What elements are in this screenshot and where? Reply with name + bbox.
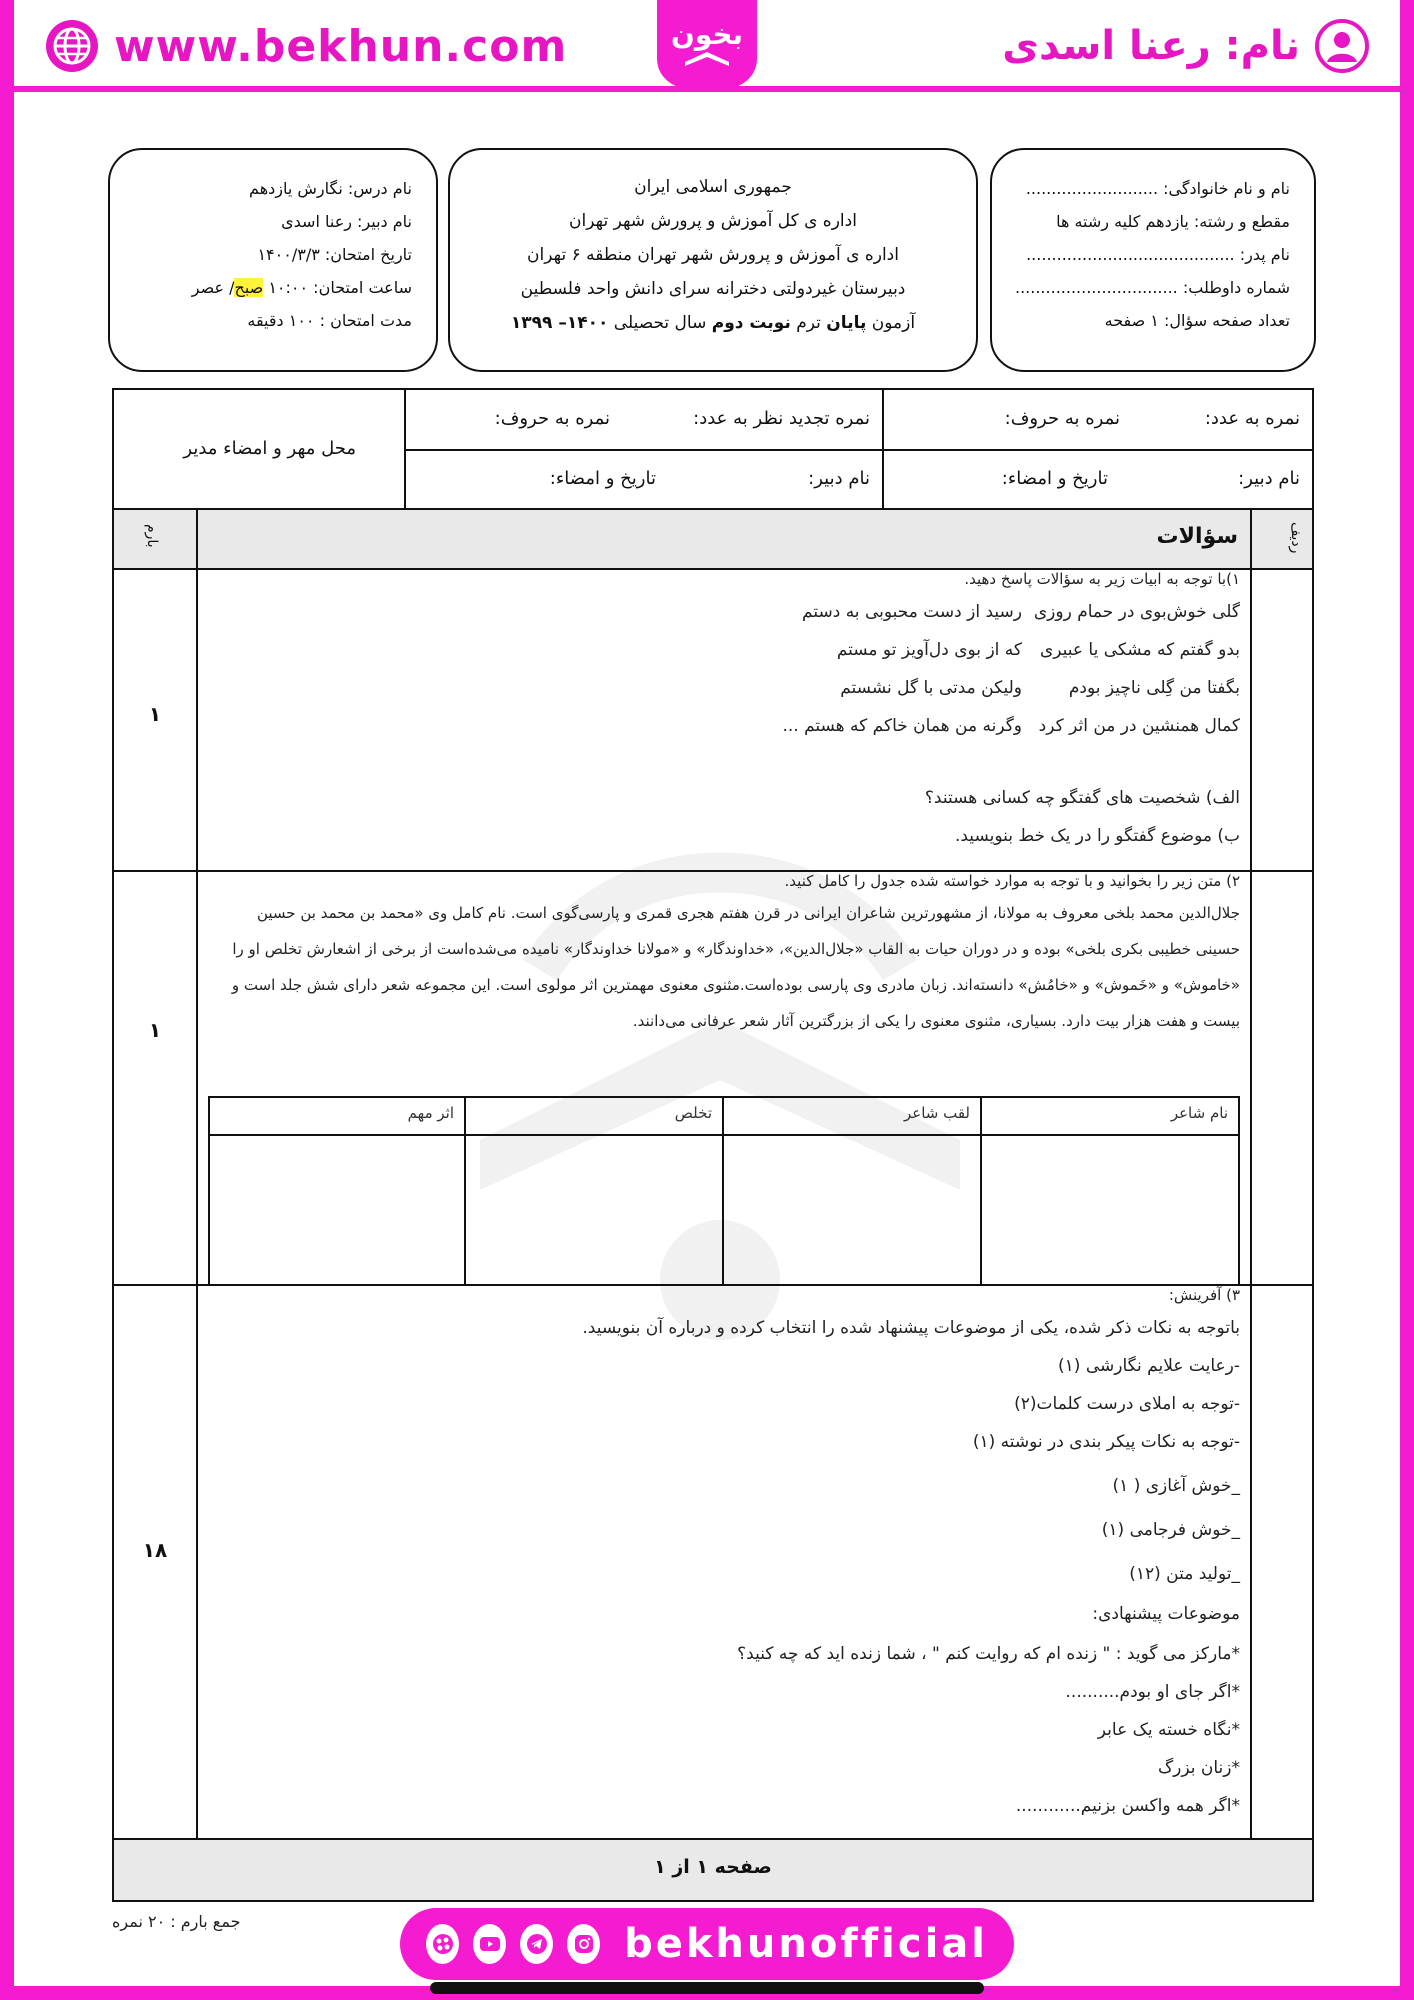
grade-table [112, 388, 1314, 510]
q1-question-a: الف) شخصیت های گفتگو چه کسانی هستند؟ [924, 788, 1240, 808]
q2-para-3: «خاموش» و «خَموش» و «خامُش» دانسته‌اند. زبان مادری وی پارسی بوده‌است.مثنوی معنوی مهمترین اثر مولوی است. این مجموعه شعر دارای شش جلد است و [231, 976, 1240, 994]
answer-col-divider [722, 1098, 724, 1284]
social-handle[interactable]: bekhunofficial [624, 1921, 988, 1967]
row-column-divider [1250, 510, 1252, 1838]
col-major-work: اثر مهم [210, 1098, 464, 1136]
date-sign-field-2[interactable]: تاریخ و امضاء: [549, 468, 656, 489]
answer-col-divider [464, 1098, 466, 1284]
exam-time-prefix: ساعت امتحان: ۱۰:۰۰ [268, 278, 412, 297]
teacher-name-field[interactable]: نام دبیر: [1238, 468, 1300, 489]
q1-question-b: ب) موضوع گفتگو را در یک خط بنویسید. [954, 826, 1240, 846]
exam-prefix: آزمون [871, 313, 916, 333]
country-title: جمهوری اسلامی ایران [634, 177, 792, 197]
revised-score-words-field[interactable]: نمره به حروف: [494, 408, 610, 429]
total-score: جمع بارم : ۲۰ نمره [112, 1912, 241, 1931]
ministry-line: اداره ی کل آموزش و پرورش شهر تهران [569, 211, 857, 231]
exam-year-label: سال تحصیلی [613, 313, 707, 333]
row-separator [114, 1284, 1312, 1286]
score-column-divider [196, 510, 198, 1838]
school-info-box [448, 148, 978, 372]
exam-title [460, 306, 966, 340]
q3-topic-3: *نگاه خسته یک عابر [1097, 1720, 1240, 1740]
school-name: دبیرستان غیردولتی دخترانه سرای دانش واحد فلسطین [520, 279, 906, 299]
course-name: نام درس: نگارش یازدهم [249, 179, 412, 198]
score-header: بارم [144, 524, 160, 548]
q3-score: ۱۸ [142, 1538, 168, 1562]
answer-col-divider [980, 1098, 982, 1284]
q3-topic-5: *اگر همه واکسن بزنیم............ [1015, 1796, 1240, 1816]
q1-verse-4b: وگرنه من همان خاکم که هستم ... [782, 716, 1022, 736]
page-count: تعداد صفحه سؤال: ۱ صفحه [1104, 311, 1290, 330]
row-number-header: ردیف [1288, 522, 1304, 554]
q3-criterion-1: -رعایت علایم نگارشی (۱) [1058, 1356, 1240, 1376]
q3-title: ۳) آفرینش: [1168, 1286, 1240, 1304]
q3-criterion-6: _تولید متن (۱۲) [1129, 1564, 1240, 1584]
exam-info-box [108, 148, 438, 372]
score-words-field[interactable]: نمره به حروف: [1004, 408, 1120, 429]
aparat-icon[interactable] [426, 1924, 459, 1964]
q3-criterion-5: _خوش فرجامی (۱) [1101, 1520, 1240, 1540]
site-url: www.bekhun.com [114, 20, 568, 72]
page-number: صفحه ۱ از ۱ [654, 1856, 772, 1878]
grade-divider [406, 449, 1312, 451]
exam-duration: مدت امتحان : ۱۰۰ دقیقه [247, 311, 412, 330]
exam-date: تاریخ امتحان: ۱۴۰۰/۳/۳ [257, 245, 412, 264]
q3-criterion-3: -توجه به نکات پیکر بندی در نوشته (۱) [972, 1432, 1240, 1452]
exam-time-highlight: صبح [234, 278, 264, 297]
question-table-header [114, 510, 1312, 570]
q1-verse-2a: بدو گفتم که مشکی یا عبیری [1039, 640, 1240, 660]
q3-criterion-2: -توجه به املای درست کلمات(۲) [1014, 1394, 1240, 1414]
telegram-icon[interactable] [520, 1924, 553, 1964]
col-poet-title: لقب شاعر [724, 1098, 980, 1136]
exam-year: ۱۴۰۰– ۱۳۹۹ [510, 313, 609, 333]
exam-final: پایان [826, 313, 867, 333]
q1-score: ۱ [148, 702, 162, 726]
q3-topic-2: *اگر جای او بودم.......... [1065, 1682, 1240, 1702]
q2-answer-table[interactable] [208, 1096, 1240, 1286]
q2-score: ۱ [148, 1018, 162, 1042]
col-poet-name: نام شاعر [982, 1098, 1238, 1136]
student-name-field[interactable]: نام و نام خانوادگی: .......................... [1025, 179, 1290, 198]
teacher-name-field-2[interactable]: نام دبیر: [808, 468, 870, 489]
social-bar [400, 1908, 1014, 1980]
q2-para-2: حسینی خطیبی بکری بلخی» بوده و در دوران حیات به القاب «جلال‌الدین»، «خداوندگار» و «مولانا خداوندگار» نامیده می‌شده‌است از برخی از اشعارش تخلص او را [232, 940, 1240, 958]
q2-para-4: بیست و هفت هزار بیت دارد. بسیاری، مثنوی معنوی را یکی از بزرگترین آثار شعر عرفانی می‌دانند. [632, 1012, 1240, 1030]
teacher-banner-name: نام: رعنا اسدی [1002, 23, 1300, 69]
col-pen-name: تخلص [466, 1098, 722, 1136]
exam-term: ترم [796, 313, 821, 333]
father-name-field[interactable]: نام پدر: ......................................... [1026, 245, 1290, 264]
question-table [112, 510, 1314, 1902]
score-number-field[interactable]: نمره به عدد: [1204, 408, 1300, 429]
grade-field: مقطع و رشته: یازدهم کلیه رشته ها [1056, 212, 1290, 231]
logo-text: بخون [670, 18, 744, 51]
q2-para-1: جلال‌الدین محمد بلخی معروف به مولانا، از مشهورترین شاعران ایرانی در قرن هفتم هجری قمری و پارسی‌گوی است. نام کامل وی «محمد بن محمد بن حسین [256, 904, 1240, 922]
teacher-name: نام دبیر: رعنا اسدی [281, 212, 412, 231]
revised-score-number-field[interactable]: نمره تجدید نظر به عدد: [693, 408, 870, 429]
q1-verse-2b: که از بوی دل‌آویز تو مستم [836, 640, 1022, 660]
instagram-icon[interactable] [567, 1924, 600, 1964]
q3-topic-1: *مارکز می گوید : " زنده ام که روایت کنم " ، شما زنده اید که چه کنید؟ [737, 1644, 1240, 1664]
principal-stamp-area: محل مهر و امضاء مدیر [183, 438, 356, 459]
exam-round: نوبت دوم [711, 313, 791, 333]
q1-intro: ۱)با توجه به ابیات زیر به سؤالات پاسخ دهید. [964, 570, 1240, 588]
pill-shadow [430, 1982, 984, 1994]
q1-verse-3b: ولیکن مدتی با گل نشستم [840, 678, 1022, 698]
q1-verse-4a: کمال همنشین در من اثر کرد [1038, 716, 1240, 736]
q3-topics-title: موضوعات پیشنهادی: [1092, 1604, 1240, 1624]
q3-criterion-4: _خوش آغازی ( ۱) [1112, 1476, 1240, 1496]
page-footer [114, 1838, 1312, 1900]
student-info-box [990, 148, 1316, 372]
date-sign-field[interactable]: تاریخ و امضاء: [1001, 468, 1108, 489]
questions-title: سؤالات [1156, 524, 1238, 549]
q2-intro: ۲) متن زیر را بخوانید و با توجه به موارد خواسته شده جدول را کامل کنید. [784, 872, 1240, 890]
exam-time [124, 271, 412, 304]
exam-time-suffix: / عصر [191, 278, 235, 297]
q3-instruction: باتوجه به نکات ذکر شده، یکی از موضوعات پیشنهاد شده را انتخاب کرده و درباره آن بنویسید. [582, 1318, 1240, 1338]
candidate-number-field[interactable]: شماره داوطلب: ................................ [1015, 278, 1290, 297]
q1-verse-1a: گلی خوش‌بوی در حمام روزی [1033, 602, 1240, 622]
district-line: اداره ی آموزش و پرورش شهر تهران منطقه ۶ تهران [527, 245, 899, 265]
youtube-icon[interactable] [473, 1924, 506, 1964]
q1-verse-1b: رسید از دست محبوبی به دستم [802, 602, 1022, 622]
q1-verse-3a: بگفتا من گِلی ناچیز بودم [1068, 678, 1240, 698]
q3-topic-4: *زنان بزرگ [1157, 1758, 1240, 1778]
